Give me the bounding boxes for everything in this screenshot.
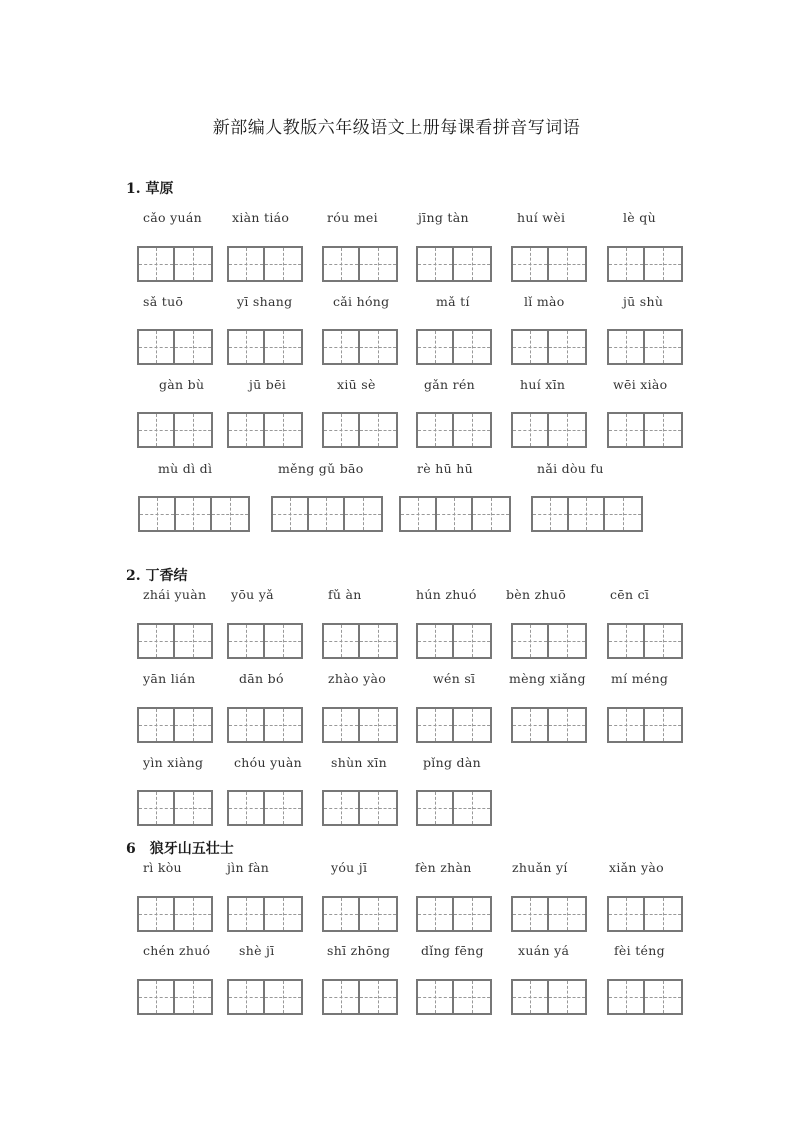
writing-box-row: [137, 412, 697, 450]
writing-box-row: [137, 707, 697, 745]
writing-grid[interactable]: [227, 979, 303, 1015]
section-heading-dingxiangjie: 2. 丁香结: [126, 568, 188, 584]
pinyin-label: měng gǔ bāo: [278, 461, 364, 476]
pinyin-label: zhuǎn yí: [512, 860, 568, 875]
writing-grid[interactable]: [227, 246, 303, 282]
pinyin-label: xiū sè: [337, 377, 376, 392]
writing-grid[interactable]: [416, 329, 492, 365]
pinyin-label: wén sī: [433, 671, 476, 686]
pinyin-label: cǎo yuán: [143, 210, 202, 225]
writing-grid[interactable]: [227, 896, 303, 932]
pinyin-label: yìn xiàng: [143, 755, 204, 770]
pinyin-label: huí wèi: [517, 210, 566, 225]
pinyin-row: [137, 461, 697, 481]
writing-grid[interactable]: [322, 896, 398, 932]
writing-grid[interactable]: [607, 623, 683, 659]
writing-grid[interactable]: [511, 896, 587, 932]
pinyin-label: mí méng: [611, 671, 669, 686]
pinyin-label: mèng xiǎng: [509, 671, 586, 686]
writing-grid[interactable]: [511, 412, 587, 448]
pinyin-row: [137, 587, 697, 607]
pinyin-label: yōu yǎ: [231, 587, 274, 602]
pinyin-label: shī zhōng: [327, 943, 391, 958]
writing-grid[interactable]: [322, 246, 398, 282]
writing-grid[interactable]: [227, 329, 303, 365]
writing-grid[interactable]: [137, 412, 213, 448]
writing-grid[interactable]: [511, 246, 587, 282]
writing-grid[interactable]: [322, 707, 398, 743]
writing-grid[interactable]: [416, 707, 492, 743]
pinyin-label: yóu jī: [331, 860, 368, 875]
pinyin-row: [137, 860, 697, 880]
writing-grid[interactable]: [416, 412, 492, 448]
writing-grid[interactable]: [607, 896, 683, 932]
pinyin-label: chóu yuàn: [234, 755, 302, 770]
writing-grid[interactable]: [607, 979, 683, 1015]
writing-box-row: [137, 246, 697, 284]
writing-grid[interactable]: [416, 896, 492, 932]
pinyin-label: rè hū hū: [417, 461, 473, 476]
section-heading-langyashan: 6 狼牙山五壮士: [126, 841, 234, 857]
writing-grid[interactable]: [416, 790, 492, 826]
section-heading-caoyuan: 1. 草原: [126, 181, 174, 197]
writing-grid[interactable]: [137, 979, 213, 1015]
writing-grid[interactable]: [511, 707, 587, 743]
writing-grid[interactable]: [227, 412, 303, 448]
writing-grid[interactable]: [399, 496, 511, 532]
writing-grid[interactable]: [607, 412, 683, 448]
pinyin-label: jū bēi: [249, 377, 287, 392]
pinyin-label: lǐ mào: [524, 294, 565, 309]
pinyin-label: yān lián: [143, 671, 196, 686]
writing-grid[interactable]: [322, 329, 398, 365]
pinyin-label: róu mei: [327, 210, 378, 225]
writing-grid[interactable]: [138, 496, 250, 532]
pinyin-label: zhái yuàn: [143, 587, 207, 602]
writing-grid[interactable]: [416, 623, 492, 659]
writing-grid[interactable]: [416, 246, 492, 282]
pinyin-row: [137, 294, 697, 314]
pinyin-row: [137, 671, 697, 691]
writing-grid[interactable]: [137, 790, 213, 826]
pinyin-label: pǐng dàn: [423, 755, 481, 770]
writing-grid[interactable]: [227, 790, 303, 826]
pinyin-label: zhào yào: [328, 671, 387, 686]
pinyin-label: cǎi hóng: [333, 294, 390, 309]
pinyin-label: xiǎn yào: [609, 860, 664, 875]
pinyin-label: mǎ tí: [436, 294, 470, 309]
writing-box-row: [137, 896, 697, 934]
writing-grid[interactable]: [271, 496, 383, 532]
pinyin-label: xuán yá: [518, 943, 570, 958]
pinyin-label: dān bó: [239, 671, 284, 686]
pinyin-label: wēi xiào: [613, 377, 668, 392]
page-title: 新部编人教版六年级语文上册每课看拼音写词语: [212, 118, 581, 138]
pinyin-label: hún zhuó: [416, 587, 477, 602]
writing-grid[interactable]: [322, 412, 398, 448]
writing-grid[interactable]: [607, 329, 683, 365]
pinyin-label: jìn fàn: [227, 860, 270, 875]
pinyin-label: yī shang: [237, 294, 293, 309]
pinyin-label: rì kòu: [143, 860, 182, 875]
writing-grid[interactable]: [227, 707, 303, 743]
pinyin-row: [137, 755, 697, 775]
pinyin-label: bèn zhuō: [506, 587, 567, 602]
writing-grid[interactable]: [137, 623, 213, 659]
pinyin-label: gǎn rén: [424, 377, 476, 392]
writing-box-row: [137, 979, 697, 1017]
writing-grid[interactable]: [511, 979, 587, 1015]
writing-grid[interactable]: [137, 896, 213, 932]
pinyin-row: [137, 377, 697, 397]
writing-grid[interactable]: [511, 329, 587, 365]
writing-grid[interactable]: [322, 623, 398, 659]
writing-grid[interactable]: [607, 246, 683, 282]
writing-box-row: [137, 790, 697, 828]
writing-grid[interactable]: [511, 623, 587, 659]
writing-grid[interactable]: [137, 707, 213, 743]
pinyin-label: xiàn tiáo: [232, 210, 290, 225]
pinyin-label: jū shù: [623, 294, 664, 309]
writing-grid[interactable]: [607, 707, 683, 743]
writing-box-row: [137, 329, 697, 367]
pinyin-label: cēn cī: [610, 587, 650, 602]
writing-grid[interactable]: [322, 979, 398, 1015]
pinyin-label: fèn zhàn: [415, 860, 472, 875]
writing-box-row: [137, 496, 697, 534]
writing-grid[interactable]: [137, 329, 213, 365]
writing-grid[interactable]: [227, 623, 303, 659]
pinyin-label: chén zhuó: [143, 943, 211, 958]
pinyin-label: shè jī: [239, 943, 275, 958]
pinyin-row: [137, 210, 697, 230]
writing-grid[interactable]: [416, 979, 492, 1015]
pinyin-label: huí xīn: [520, 377, 566, 392]
pinyin-label: shùn xīn: [331, 755, 388, 770]
writing-grid[interactable]: [322, 790, 398, 826]
pinyin-label: nǎi dòu fu: [537, 461, 604, 476]
pinyin-row: [137, 943, 697, 963]
pinyin-label: fèi téng: [614, 943, 665, 958]
pinyin-label: mù dì dì: [158, 461, 213, 476]
pinyin-label: sǎ tuō: [143, 294, 184, 309]
writing-grid[interactable]: [137, 246, 213, 282]
writing-grid[interactable]: [531, 496, 643, 532]
pinyin-label: dǐng fēng: [421, 943, 484, 958]
pinyin-label: fǔ àn: [328, 587, 362, 602]
writing-box-row: [137, 623, 697, 661]
pinyin-label: jīng tàn: [418, 210, 469, 225]
pinyin-label: gàn bù: [159, 377, 205, 392]
pinyin-label: lè qù: [623, 210, 656, 225]
